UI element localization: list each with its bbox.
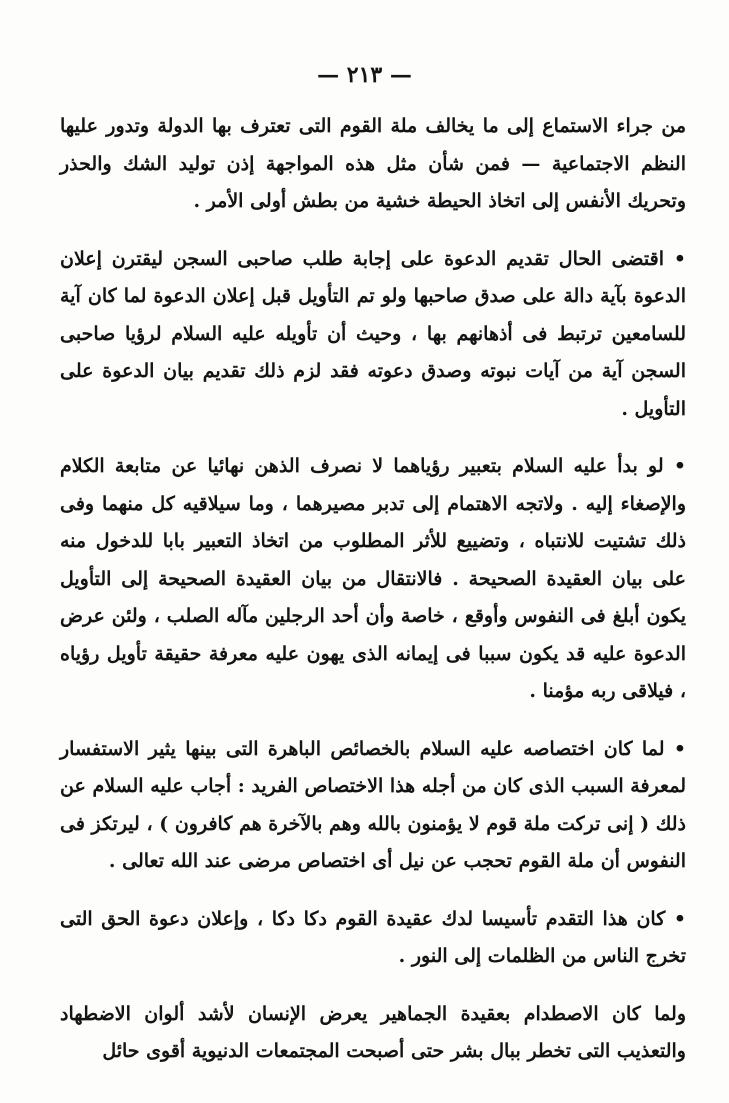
paragraph-dawah-before-interpretation: • اقتضى الحال تقديم الدعوة على إجابة طلب صاحبى السجن ليقترن إعلان الدعوة بآية دالة على صدق صاحبها ولو تم التأويل قبل إعلان الدعوة لما كان آية للسامعين ترتبط فى أذهانهم بها ، وحيث أن تأويله عليه السلام لرؤيا صاحبى السجن آية من آيات نبوته وصدق دعوته فقد لزم ذلك تقديم بيان الدعوة على التأويل . bbox=[60, 247, 686, 420]
page-number: — ٢١٣ — bbox=[317, 62, 412, 88]
paragraph-special-attributes: • لما كان اختصاصه عليه السلام بالخصائص الباهرة التى بينها يثير الاستفسار لمعرفة السبب الذى كان من أجله هذا الاختصاص الفريد : أجاب عليه السلام عن ذلك ( إنى تركت ملة قوم لا يؤمنون بالله وهم بالآخرة هم كافرون ) ، ليرتكز فى النفوس أن ملة القوم تحجب عن نيل أى اختصاص مرضى عند الله تعالى . bbox=[60, 737, 686, 872]
paragraph-dream-interpretation-order: • لو بدأ عليه السلام بتعبير رؤياهما لا نصرف الذهن نهائيا عن متابعة الكلام والإصغاء إليه . ولاتجه الاهتمام إلى تدبر مصيرهما ، وما سيلاقيه كل منهما وفى ذلك تشتيت للانتباه ، وتضييع للأثر المطلوب من اتخاذ التعبير بابا للدخول منه على بيان العقيدة الصحيحة . فالانتقال من بيان العقيدة الصحيحة إلى التأويل يكون أبلغ فى النفوس وأوقع ، خاصة وأن أحد الرجلين مآله الصلب ، ولئن عرض الدعوة عليه قد يكون سببا فى إيمانه الذى يهون عليه معرفة حقيقة تأويل رؤياه ، فيلاقى ربه مؤمنا . bbox=[60, 455, 686, 702]
paragraph-persecution: ولما كان الاصطدام بعقيدة الجماهير يعرض الإنسان لأشد ألوان الاضطهاد والتعذيب التى تخطر ببال بشر حتى أصبحت المجتمعات الدنيوية أقوى حائل bbox=[60, 1002, 686, 1062]
paragraph-continuation: من جراء الاستماع إلى ما يخالف ملة القوم التى تعترف بها الدولة وتدور عليها النظم الاجتماعية — فمن شأن مثل هذه المواجهة إذن توليد الشك والحذر وتحريك الأنفس إلى اتخاذ الحيطة خشية من بطش أولى الأمر . bbox=[60, 115, 686, 212]
page-body bbox=[60, 108, 686, 1091]
paragraph-foundation: • كان هذا التقدم تأسيسا لدك عقيدة القوم دكا دكا ، وإعلان دعوة الحق التى تخرج الناس من الظلمات إلى النور . bbox=[60, 907, 686, 967]
